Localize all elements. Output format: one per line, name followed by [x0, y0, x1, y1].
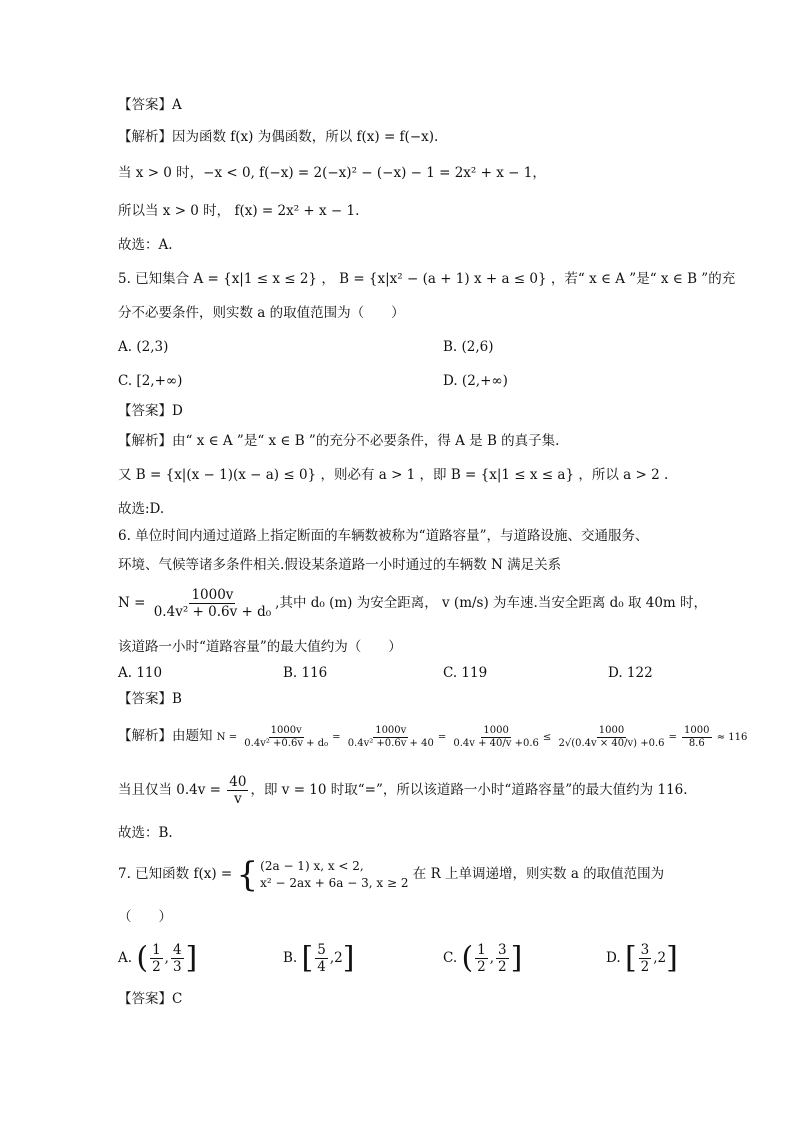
q6-calc-f1-den: 0.4v² +0.6v + d₀	[244, 738, 329, 749]
q4-line2: 当 x > 0 时，−x < 0, f(−x) = 2(−x)² − (−x) − 1 = 2x² + x − 1，	[118, 165, 546, 181]
q5-option-d: D. (2,+∞)	[443, 373, 508, 389]
q7-a-d1: 2	[152, 959, 161, 975]
q6-eq-pre: 当且仅当 0.4v =	[118, 782, 221, 798]
q6-calc-f2-num: 1000v	[375, 725, 407, 736]
q7-stem-post: 在 R 上单调递增，则实数 a 的取值范围为	[412, 866, 665, 882]
q7-option-b: B. [ $\frac{5}{4}$ ,2]	[283, 940, 355, 976]
q6-calc-f5-num: 1000	[684, 725, 710, 736]
q6-calc-expression: N = $\frac{1000v}{\text{0.4v² +0.6v + d₀}}$ = $\frac{1000v}{\text{0.4v² +0.6v + 40}}$ = $\frac{1000}{0.4v + 40/v +0.6}$ ≤ $\frac{1000}{2√(0.4v \times 40/v) +0.6}$ = $\frac{1000}{8.6}$ ≈ 116	[216, 725, 748, 749]
q7-d-v2: 2	[657, 950, 667, 966]
q7-b-n1: 5	[317, 942, 326, 958]
q6-analysis-label: 【解析】由题知	[118, 728, 213, 744]
q7-option-a-open: (	[136, 940, 149, 976]
q6-eq-post: ，即 v = 10 时取“=”，所以该道路一小时“道路容量”的最大值约为 116.	[250, 782, 688, 798]
q6-eq-num: 40	[229, 774, 247, 790]
q7-case-1: (2a − 1) x, x < 2,	[260, 858, 364, 873]
q7-a-n1: 1	[152, 942, 161, 958]
q7-option-c-open: (	[461, 940, 474, 976]
q7-stem-pre: 7. 已知函数 f(x) =	[118, 866, 233, 882]
q6-formula-tail: ,其中 d₀ (m) 为安全距离， v (m/s) 为车速.当安全距离 d₀ 取 40m 时，	[275, 595, 708, 611]
q5-option-b: B. (2,6)	[443, 339, 494, 355]
q6-formula-line	[118, 586, 707, 620]
q7-stem-line1	[118, 850, 664, 898]
q6-option-a: A. 110	[118, 665, 163, 681]
q6-calc-line	[118, 716, 747, 758]
q6-calc-f4-num: 1000	[598, 725, 625, 736]
q7-option-a-label: A.	[118, 950, 133, 966]
q4-choose: 故选：A.	[118, 237, 173, 253]
q7-c-n1: 1	[477, 942, 486, 958]
q6-stem-line4: 该道路一小时“道路容量”的最大值约为（ ）	[118, 639, 402, 655]
q7-cases	[260, 858, 408, 892]
q7-option-a-frac2	[171, 942, 184, 975]
q6-calc-fraction-2	[346, 725, 436, 750]
q7-option-b-close: ]	[342, 940, 355, 976]
q6-calc-f1-num: 1000v	[270, 725, 302, 736]
q5-stem-line2: 分不必要条件，则实数 a 的取值范围为（ ）	[118, 305, 405, 321]
q7-brace-glyph: {	[236, 854, 259, 895]
q7-option-d-open: [	[624, 940, 637, 976]
q7-option-b-frac1	[315, 942, 328, 975]
q5-stem-line1: 5. 已知集合 A = {x|1 ≤ x ≤ 2} ， B = {x|x² − (a + 1) x + a ≤ 0} ，若“ x ∈ A ”是“ x ∈ B ”的充	[118, 271, 736, 287]
q7-case-2: x² − 2ax + 6a − 3, x ≥ 2	[260, 875, 409, 890]
q7-option-c: C. ( $\frac{1}{2}$ , $\frac{3}{2}$ ]	[443, 940, 523, 976]
q4-analysis	[118, 128, 438, 146]
q5-analysis-line1: 【解析】由“ x ∈ A ”是“ x ∈ B ”的充分不必要条件，得 A 是 B 的真子集.	[118, 433, 560, 449]
q6-calc-fraction-4	[556, 725, 666, 750]
q6-option-b: B. 116	[283, 665, 328, 681]
q6-formula-denominator: 0.4v² + 0.6v + d₀	[153, 604, 272, 620]
q7-option-c-frac1	[475, 942, 488, 975]
q7-c-n2: 3	[498, 942, 507, 958]
q6-answer: 【答案】B	[118, 691, 182, 707]
q6-choose: 故选：B.	[118, 825, 173, 841]
q4-analysis-text: 因为函数 f(x) 为偶函数，所以 f(x) = f(−x).	[172, 129, 439, 145]
q6-eq-den: v	[234, 791, 242, 807]
q6-equality-line	[118, 772, 688, 808]
q7-d-n1: 3	[640, 942, 650, 958]
q7-c-d1: 2	[477, 959, 486, 975]
q7-option-d-label: D.	[606, 950, 621, 966]
q7-option-d-frac1	[639, 942, 652, 975]
q7-piecewise	[236, 854, 409, 895]
q6-calc-fraction-5	[682, 725, 711, 750]
q7-option-a: A. ( $\frac{1}{2}$ , $\frac{4}{3}$ ]	[118, 940, 198, 976]
q5-option-c: C. [2,+∞)	[118, 373, 183, 389]
q6-calc-f5-den: 8.6	[688, 738, 705, 749]
q7-answer: 【答案】C	[118, 991, 183, 1007]
q4-line3: 所以当 x > 0 时， f(x) = 2x² + x − 1.	[118, 203, 360, 219]
q7-option-d: D. [ $\frac{3}{2}$ ,2]	[606, 940, 678, 976]
q7-b-v2: 2	[334, 950, 343, 966]
q4-analysis-label: 【解析】	[118, 129, 172, 145]
q6-calc-f4-den: 2√(0.4v × 40/v) +0.6	[558, 738, 665, 749]
q6-stem-line2: 环境、气候等诸多条件相关.假设某条道路一小时通过的车辆数 N 满足关系	[118, 557, 562, 573]
q7-d-d1: 2	[640, 959, 650, 975]
q4-answer: 【答案】A	[118, 97, 182, 113]
q7-option-c-close: ]	[510, 940, 523, 976]
q7-option-c-label: C.	[443, 950, 458, 966]
q6-calc-fraction-3	[451, 725, 541, 750]
q6-option-d: D. 122	[608, 665, 653, 681]
q7-option-b-open: [	[301, 940, 314, 976]
q6-calc-lhs: N =	[216, 732, 238, 743]
q7-option-b-label: B.	[283, 950, 298, 966]
q6-calc-fraction-1	[242, 725, 330, 750]
q6-eq-fraction	[227, 774, 248, 807]
q6-calc-f2-den: 0.4v² +0.6v + 40	[347, 738, 434, 749]
q7-c-d2: 2	[498, 959, 507, 975]
q7-option-a-frac1	[150, 942, 163, 975]
q7-b-d1: 4	[317, 959, 326, 975]
q6-calc-f3-den: 0.4v + 40/v +0.6	[453, 738, 539, 749]
q6-calc-f3-num: 1000	[483, 725, 509, 736]
q6-option-c: C. 119	[443, 665, 488, 681]
q7-paren: （ ）	[118, 909, 172, 925]
q7-a-n2: 4	[172, 942, 182, 958]
q5-option-a: A. (2,3)	[118, 339, 169, 355]
q5-choose: 故选:D.	[118, 501, 165, 517]
q6-stem-line1: 6. 单位时间内通过道路上指定断面的车辆数被称为“道路容量”，与道路设施、交通服务、	[118, 528, 649, 544]
q5-analysis-line2: 又 B = {x|(x − 1)(x − a) ≤ 0} ，则必有 a > 1 ，即 B = {x|1 ≤ x ≤ a} ，所以 a > 2 .	[118, 467, 669, 483]
q5-answer: 【答案】D	[118, 403, 183, 419]
q7-option-a-close: ]	[185, 940, 198, 976]
q7-option-c-frac2	[496, 942, 509, 975]
q7-a-d2: 3	[172, 959, 182, 975]
q6-formula-numerator: 1000v	[191, 587, 234, 603]
q6-formula-fraction	[152, 587, 273, 620]
q7-option-d-close: ]	[666, 940, 678, 976]
q6-formula-lhs: N =	[118, 595, 146, 611]
q6-calc-result: ≈ 116	[716, 732, 748, 743]
